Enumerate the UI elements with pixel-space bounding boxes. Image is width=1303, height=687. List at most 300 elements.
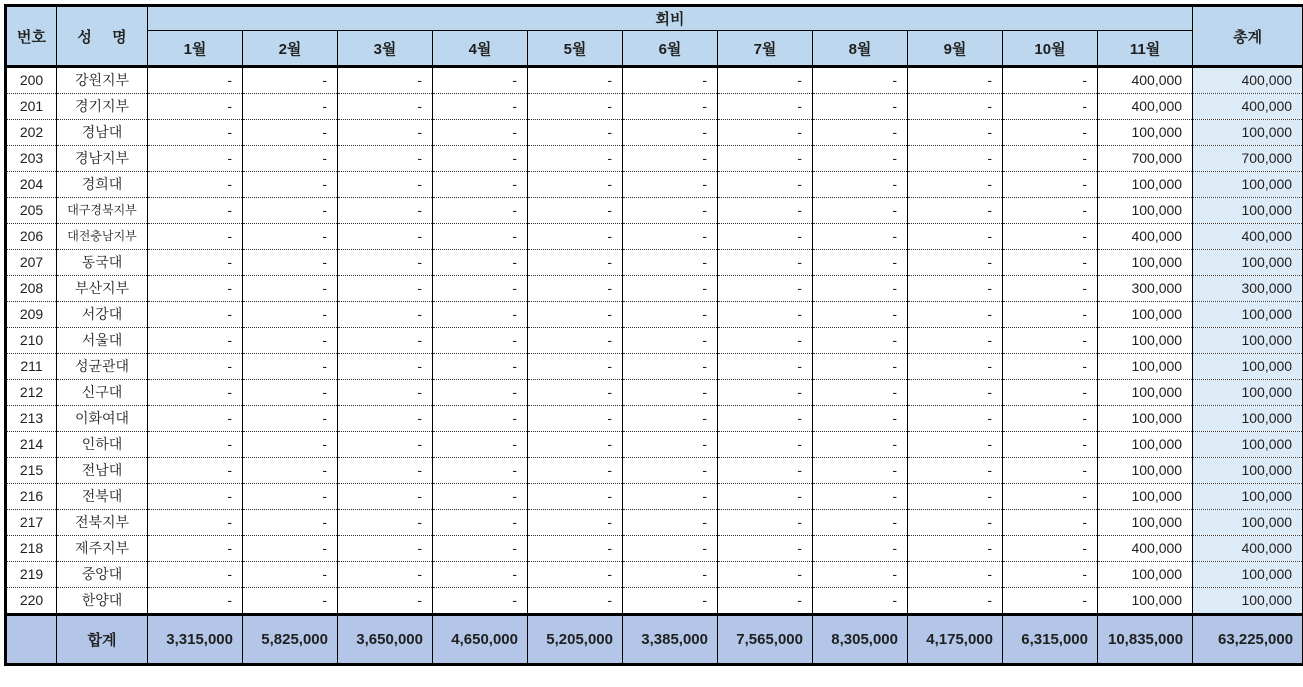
row-total-cell: 100,000 [1193, 484, 1303, 510]
month-fee-cell: - [528, 198, 623, 224]
month-fee-cell: - [1003, 94, 1098, 120]
month-fee-cell: - [148, 250, 243, 276]
table-row [6, 198, 1303, 224]
month-fee-cell: - [623, 380, 718, 406]
month-fee-cell: - [243, 224, 338, 250]
footer-month-sum-9: 4,175,000 [908, 615, 1003, 665]
month-fee-cell: - [1003, 67, 1098, 94]
month-fee-cell: - [718, 224, 813, 250]
table-row [6, 406, 1303, 432]
month-fee-cell: - [148, 588, 243, 615]
month-fee-cell: - [1003, 120, 1098, 146]
header-group-fee: 회비 [148, 6, 1193, 31]
header-month-3: 3월 [338, 31, 433, 67]
month-fee-cell: - [148, 172, 243, 198]
month-fee-cell: - [148, 562, 243, 588]
table-row [6, 250, 1303, 276]
month-fee-cell: - [148, 94, 243, 120]
month-fee-cell: - [1003, 354, 1098, 380]
member-name-cell: 대전충남지부 [57, 224, 148, 250]
month-fee-cell: - [338, 250, 433, 276]
month-fee-cell: - [528, 172, 623, 198]
row-number-cell: 218 [6, 536, 57, 562]
header-month-11: 11월 [1098, 31, 1193, 67]
member-name-cell: 전북대 [57, 484, 148, 510]
month-fee-cell: - [718, 302, 813, 328]
month-fee-cell: - [433, 354, 528, 380]
table-row [6, 172, 1303, 198]
table-row [6, 146, 1303, 172]
header-month-2: 2월 [243, 31, 338, 67]
member-name-cell: 강원지부 [57, 67, 148, 94]
month-fee-cell: - [148, 302, 243, 328]
member-name-cell: 전북지부 [57, 510, 148, 536]
month-fee-cell: - [243, 67, 338, 94]
footer-empty-cell [6, 615, 57, 665]
member-name-cell: 신구대 [57, 380, 148, 406]
month-fee-cell: - [813, 146, 908, 172]
footer-grand-total: 63,225,000 [1193, 615, 1303, 665]
month-fee-cell: - [338, 354, 433, 380]
month-fee-cell: - [433, 380, 528, 406]
member-name-cell: 한양대 [57, 588, 148, 615]
member-name-cell: 전남대 [57, 458, 148, 484]
month-fee-cell: - [338, 224, 433, 250]
month-fee-cell: - [908, 250, 1003, 276]
month-fee-cell: - [338, 67, 433, 94]
table-footer [6, 615, 1303, 665]
month-fee-cell: - [623, 120, 718, 146]
month-fee-cell: - [813, 354, 908, 380]
header-month-5: 5월 [528, 31, 623, 67]
row-total-cell: 100,000 [1193, 588, 1303, 615]
month-fee-cell: - [718, 458, 813, 484]
month-fee-cell: 100,000 [1098, 510, 1193, 536]
row-number-cell: 211 [6, 354, 57, 380]
member-name-cell: 동국대 [57, 250, 148, 276]
month-fee-cell: - [1003, 510, 1098, 536]
month-fee-cell: - [813, 406, 908, 432]
month-fee-cell: - [243, 328, 338, 354]
month-fee-cell: - [908, 588, 1003, 615]
month-fee-cell: - [528, 562, 623, 588]
month-fee-cell: - [1003, 276, 1098, 302]
month-fee-cell: - [718, 432, 813, 458]
month-fee-cell: - [338, 432, 433, 458]
header-no: 번호 [6, 6, 57, 67]
month-fee-cell: - [433, 302, 528, 328]
month-fee-cell: - [1003, 302, 1098, 328]
month-fee-cell: - [623, 172, 718, 198]
month-fee-cell: - [528, 432, 623, 458]
month-fee-cell: 400,000 [1098, 67, 1193, 94]
month-fee-cell: - [908, 224, 1003, 250]
month-fee-cell: - [813, 302, 908, 328]
table-row [6, 458, 1303, 484]
month-fee-cell: - [338, 510, 433, 536]
month-fee-cell: - [433, 94, 528, 120]
member-name-cell: 부산지부 [57, 276, 148, 302]
month-fee-cell: - [718, 328, 813, 354]
month-fee-cell: - [433, 588, 528, 615]
row-number-cell: 200 [6, 67, 57, 94]
month-fee-cell: - [243, 406, 338, 432]
month-fee-cell: - [433, 198, 528, 224]
header-month-9: 9월 [908, 31, 1003, 67]
month-fee-cell: - [718, 380, 813, 406]
month-fee-cell: - [243, 432, 338, 458]
month-fee-cell: - [528, 588, 623, 615]
row-total-cell: 100,000 [1193, 510, 1303, 536]
month-fee-cell: - [148, 354, 243, 380]
month-fee-cell: 100,000 [1098, 172, 1193, 198]
month-fee-cell: - [243, 458, 338, 484]
footer-month-sum-4: 4,650,000 [433, 615, 528, 665]
month-fee-cell: - [243, 146, 338, 172]
month-fee-cell: - [148, 328, 243, 354]
member-name-cell: 성균관대 [57, 354, 148, 380]
member-name-cell: 중앙대 [57, 562, 148, 588]
month-fee-cell: - [908, 94, 1003, 120]
membership-fee-table [4, 4, 1303, 666]
month-fee-cell: - [528, 146, 623, 172]
month-fee-cell: - [623, 536, 718, 562]
month-fee-cell: - [148, 120, 243, 146]
month-fee-cell: - [908, 146, 1003, 172]
member-name-cell: 서강대 [57, 302, 148, 328]
month-fee-cell: 400,000 [1098, 536, 1193, 562]
row-total-cell: 100,000 [1193, 380, 1303, 406]
month-fee-cell: - [528, 224, 623, 250]
month-fee-cell: - [338, 94, 433, 120]
footer-row [6, 615, 1303, 665]
month-fee-cell: - [528, 536, 623, 562]
month-fee-cell: - [338, 536, 433, 562]
table-row [6, 536, 1303, 562]
month-fee-cell: - [1003, 588, 1098, 615]
member-name-cell: 서울대 [57, 328, 148, 354]
month-fee-cell: 100,000 [1098, 250, 1193, 276]
month-fee-cell: - [1003, 562, 1098, 588]
table-row [6, 224, 1303, 250]
row-number-cell: 208 [6, 276, 57, 302]
month-fee-cell: 700,000 [1098, 146, 1193, 172]
month-fee-cell: - [623, 588, 718, 615]
month-fee-cell: - [718, 94, 813, 120]
month-fee-cell: - [908, 380, 1003, 406]
month-fee-cell: - [433, 276, 528, 302]
month-fee-cell: 100,000 [1098, 354, 1193, 380]
month-fee-cell: - [908, 484, 1003, 510]
month-fee-cell: - [148, 380, 243, 406]
month-fee-cell: - [623, 354, 718, 380]
row-number-cell: 205 [6, 198, 57, 224]
month-fee-cell: - [813, 432, 908, 458]
header-month-10: 10월 [1003, 31, 1098, 67]
month-fee-cell: - [908, 536, 1003, 562]
month-fee-cell: - [908, 406, 1003, 432]
month-fee-cell: - [338, 328, 433, 354]
row-total-cell: 100,000 [1193, 458, 1303, 484]
month-fee-cell: - [1003, 250, 1098, 276]
month-fee-cell: - [623, 67, 718, 94]
month-fee-cell: - [718, 484, 813, 510]
member-name-cell: 제주지부 [57, 536, 148, 562]
month-fee-cell: - [813, 458, 908, 484]
row-number-cell: 209 [6, 302, 57, 328]
month-fee-cell: - [148, 406, 243, 432]
table-row [6, 67, 1303, 94]
month-fee-cell: - [1003, 224, 1098, 250]
row-total-cell: 100,000 [1193, 198, 1303, 224]
month-fee-cell: - [718, 588, 813, 615]
header-total: 총계 [1193, 6, 1303, 67]
month-fee-cell: - [623, 484, 718, 510]
month-fee-cell: - [813, 588, 908, 615]
month-fee-cell: - [1003, 458, 1098, 484]
table-body [6, 67, 1303, 615]
month-fee-cell: - [623, 224, 718, 250]
month-fee-cell: - [148, 510, 243, 536]
month-fee-cell: - [908, 120, 1003, 146]
member-name-cell: 이화여대 [57, 406, 148, 432]
month-fee-cell: - [813, 67, 908, 94]
row-total-cell: 100,000 [1193, 120, 1303, 146]
month-fee-cell: - [528, 458, 623, 484]
month-fee-cell: - [148, 146, 243, 172]
month-fee-cell: - [623, 562, 718, 588]
month-fee-cell: - [338, 406, 433, 432]
month-fee-cell: 100,000 [1098, 120, 1193, 146]
month-fee-cell: - [623, 146, 718, 172]
month-fee-cell: - [148, 484, 243, 510]
month-fee-cell: - [718, 536, 813, 562]
header-name: 성 명 [57, 6, 148, 67]
table-row [6, 94, 1303, 120]
month-fee-cell: - [528, 120, 623, 146]
row-total-cell: 100,000 [1193, 328, 1303, 354]
month-fee-cell: - [243, 94, 338, 120]
month-fee-cell: - [813, 120, 908, 146]
row-number-cell: 210 [6, 328, 57, 354]
header-month-7: 7월 [718, 31, 813, 67]
row-total-cell: 700,000 [1193, 146, 1303, 172]
month-fee-cell: - [148, 198, 243, 224]
row-number-cell: 216 [6, 484, 57, 510]
month-fee-cell: - [1003, 484, 1098, 510]
month-fee-cell: - [243, 380, 338, 406]
footer-month-sum-10: 6,315,000 [1003, 615, 1098, 665]
month-fee-cell: - [813, 328, 908, 354]
month-fee-cell: - [433, 172, 528, 198]
month-fee-cell: - [908, 172, 1003, 198]
month-fee-cell: - [908, 510, 1003, 536]
month-fee-cell: - [1003, 328, 1098, 354]
month-fee-cell: - [623, 94, 718, 120]
month-fee-cell: - [243, 562, 338, 588]
row-total-cell: 100,000 [1193, 432, 1303, 458]
row-total-cell: 400,000 [1193, 67, 1303, 94]
month-fee-cell: - [813, 172, 908, 198]
month-fee-cell: 100,000 [1098, 562, 1193, 588]
month-fee-cell: - [528, 354, 623, 380]
month-fee-cell: - [528, 302, 623, 328]
row-number-cell: 202 [6, 120, 57, 146]
month-fee-cell: - [623, 276, 718, 302]
month-fee-cell: 100,000 [1098, 432, 1193, 458]
header-month-8: 8월 [813, 31, 908, 67]
month-fee-cell: - [813, 94, 908, 120]
month-fee-cell: - [433, 146, 528, 172]
member-name-cell: 경기지부 [57, 94, 148, 120]
month-fee-cell: 100,000 [1098, 588, 1193, 615]
month-fee-cell: - [433, 484, 528, 510]
month-fee-cell: - [718, 146, 813, 172]
row-total-cell: 400,000 [1193, 224, 1303, 250]
month-fee-cell: - [528, 406, 623, 432]
month-fee-cell: - [243, 354, 338, 380]
month-fee-cell: - [813, 198, 908, 224]
month-fee-cell: - [148, 276, 243, 302]
month-fee-cell: - [813, 250, 908, 276]
table-header [6, 6, 1303, 67]
row-total-cell: 100,000 [1193, 354, 1303, 380]
month-fee-cell: - [528, 380, 623, 406]
month-fee-cell: - [433, 562, 528, 588]
month-fee-cell: - [338, 380, 433, 406]
footer-month-sum-11: 10,835,000 [1098, 615, 1193, 665]
month-fee-cell: - [528, 328, 623, 354]
month-fee-cell: - [528, 250, 623, 276]
row-number-cell: 219 [6, 562, 57, 588]
footer-month-sum-6: 3,385,000 [623, 615, 718, 665]
member-name-cell: 경남지부 [57, 146, 148, 172]
month-fee-cell: - [623, 198, 718, 224]
month-fee-cell: 100,000 [1098, 484, 1193, 510]
month-fee-cell: - [718, 510, 813, 536]
month-fee-cell: 400,000 [1098, 224, 1193, 250]
month-fee-cell: - [338, 146, 433, 172]
month-fee-cell: - [243, 588, 338, 615]
row-total-cell: 100,000 [1193, 562, 1303, 588]
month-fee-cell: - [243, 484, 338, 510]
month-fee-cell: - [433, 328, 528, 354]
month-fee-cell: - [1003, 172, 1098, 198]
month-fee-cell: 100,000 [1098, 328, 1193, 354]
month-fee-cell: - [433, 406, 528, 432]
month-fee-cell: - [338, 172, 433, 198]
month-fee-cell: - [908, 458, 1003, 484]
month-fee-cell: - [908, 302, 1003, 328]
member-name-cell: 경남대 [57, 120, 148, 146]
month-fee-cell: - [528, 67, 623, 94]
month-fee-cell: - [243, 302, 338, 328]
table-row [6, 354, 1303, 380]
month-fee-cell: - [338, 484, 433, 510]
month-fee-cell: - [718, 67, 813, 94]
month-fee-cell: - [1003, 536, 1098, 562]
row-number-cell: 206 [6, 224, 57, 250]
month-fee-cell: - [908, 276, 1003, 302]
month-fee-cell: - [1003, 198, 1098, 224]
row-number-cell: 203 [6, 146, 57, 172]
month-fee-cell: - [433, 67, 528, 94]
footer-month-sum-7: 7,565,000 [718, 615, 813, 665]
month-fee-cell: - [148, 67, 243, 94]
month-fee-cell: - [813, 484, 908, 510]
table-row [6, 380, 1303, 406]
month-fee-cell: - [243, 172, 338, 198]
month-fee-cell: - [338, 562, 433, 588]
row-number-cell: 204 [6, 172, 57, 198]
member-name-cell: 인하대 [57, 432, 148, 458]
month-fee-cell: - [338, 120, 433, 146]
table-row [6, 484, 1303, 510]
month-fee-cell: - [718, 562, 813, 588]
month-fee-cell: - [528, 510, 623, 536]
month-fee-cell: - [243, 198, 338, 224]
month-fee-cell: - [338, 276, 433, 302]
member-name-cell: 대구경북지부 [57, 198, 148, 224]
table-row [6, 120, 1303, 146]
month-fee-cell: - [243, 510, 338, 536]
month-fee-cell: - [528, 94, 623, 120]
month-fee-cell: - [1003, 146, 1098, 172]
header-month-6: 6월 [623, 31, 718, 67]
month-fee-cell: - [813, 224, 908, 250]
month-fee-cell: - [528, 276, 623, 302]
month-fee-cell: - [433, 250, 528, 276]
month-fee-cell: - [908, 67, 1003, 94]
table-row [6, 302, 1303, 328]
month-fee-cell: - [433, 224, 528, 250]
table-row [6, 328, 1303, 354]
row-number-cell: 201 [6, 94, 57, 120]
month-fee-cell: - [623, 432, 718, 458]
month-fee-cell: - [148, 432, 243, 458]
month-fee-cell: - [813, 380, 908, 406]
row-total-cell: 300,000 [1193, 276, 1303, 302]
month-fee-cell: - [718, 276, 813, 302]
month-fee-cell: - [718, 354, 813, 380]
month-fee-cell: - [243, 276, 338, 302]
month-fee-cell: - [338, 302, 433, 328]
month-fee-cell: 100,000 [1098, 406, 1193, 432]
header-group-row [6, 6, 1303, 31]
row-number-cell: 213 [6, 406, 57, 432]
month-fee-cell: - [908, 354, 1003, 380]
month-fee-cell: - [1003, 406, 1098, 432]
row-number-cell: 217 [6, 510, 57, 536]
month-fee-cell: - [718, 406, 813, 432]
table-row [6, 432, 1303, 458]
member-name-cell: 경희대 [57, 172, 148, 198]
month-fee-cell: 100,000 [1098, 302, 1193, 328]
row-number-cell: 214 [6, 432, 57, 458]
month-fee-cell: - [623, 458, 718, 484]
month-fee-cell: - [338, 588, 433, 615]
month-fee-cell: - [433, 536, 528, 562]
month-fee-cell: - [813, 562, 908, 588]
month-fee-cell: - [148, 224, 243, 250]
month-fee-cell: - [433, 458, 528, 484]
month-fee-cell: - [1003, 380, 1098, 406]
month-fee-cell: 300,000 [1098, 276, 1193, 302]
month-fee-cell: 100,000 [1098, 458, 1193, 484]
month-fee-cell: - [908, 198, 1003, 224]
row-number-cell: 212 [6, 380, 57, 406]
month-fee-cell: - [623, 406, 718, 432]
